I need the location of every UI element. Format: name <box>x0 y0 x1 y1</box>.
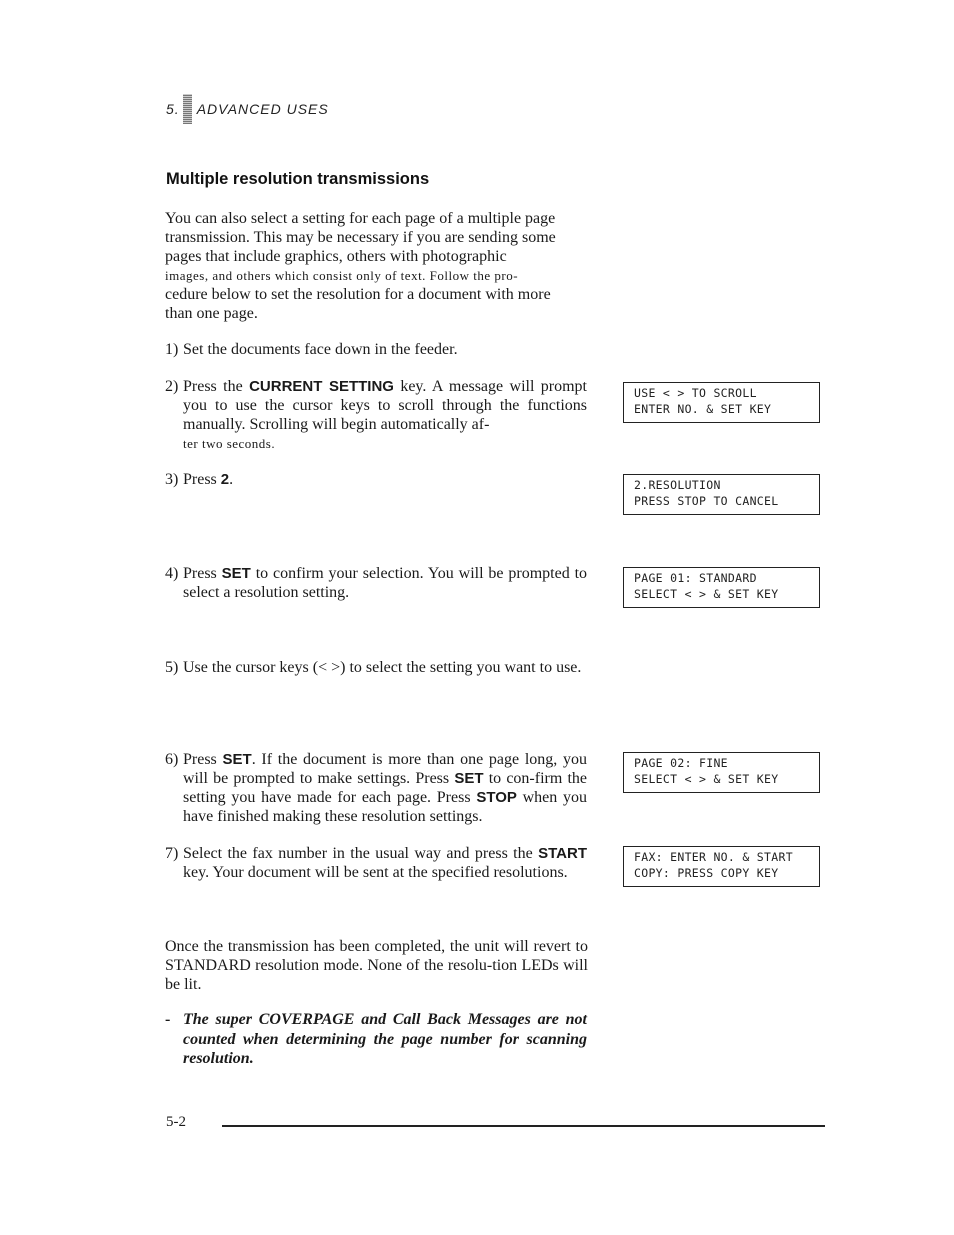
step-number: 7) <box>165 845 179 862</box>
lcd-display-page-01 <box>623 567 820 608</box>
text-run: . <box>229 471 234 488</box>
intro-line: than one page. <box>165 305 258 322</box>
lcd-line: USE < > TO SCROLL <box>634 386 757 400</box>
intro-line: You can also select a setting for each page of a multiple page <box>165 210 556 227</box>
text-run: to con-firm the setting you have made for each page. Press <box>183 770 588 806</box>
step-number: 1) <box>165 341 179 358</box>
step-3 <box>165 470 587 489</box>
chapter-title: ADVANCED USES <box>196 101 329 117</box>
text-run: ter two seconds. <box>183 436 276 451</box>
step-7 <box>165 844 587 882</box>
key-name: START <box>538 845 587 862</box>
step-text: Use the cursor keys (< >) to select the setting you want to use. <box>183 659 582 676</box>
running-header <box>166 94 329 124</box>
lcd-display-resolution <box>623 474 820 515</box>
step-number: 4) <box>165 565 179 582</box>
key-name: SET <box>222 751 252 768</box>
step-number: 2) <box>165 378 179 395</box>
key-name: CURRENT SETTING <box>249 378 394 395</box>
chapter-number: 5. <box>166 101 180 117</box>
intro-line: pages that include graphics, others with photographic <box>165 248 507 265</box>
intro-paragraph <box>165 209 588 323</box>
text-run: Select the fax number in the usual way and press the <box>183 845 539 862</box>
key-name: 2 <box>220 471 230 488</box>
intro-line: cedure below to set the resolution for a document with more <box>165 286 551 303</box>
lcd-line: SELECT < > & SET KEY <box>634 772 779 786</box>
text-run: Press the <box>183 378 250 395</box>
step-text <box>183 750 587 826</box>
lcd-line: PRESS STOP TO CANCEL <box>634 494 779 508</box>
lcd-line: PAGE 01: STANDARD <box>634 571 757 585</box>
step-4 <box>165 564 587 602</box>
key-name: SET <box>454 770 484 787</box>
section-title: Multiple resolution transmissions <box>166 170 430 188</box>
step-text <box>183 844 587 882</box>
text-run: when you have finished making these resolution settings. <box>183 789 588 825</box>
key-name: STOP <box>476 789 517 806</box>
step-number: 5) <box>165 659 179 676</box>
text-run: Press <box>183 751 223 768</box>
text-run: Press <box>183 565 222 582</box>
text-run: to confirm your selection. You will be prompted to select a resolution setting. <box>183 565 588 601</box>
step-text <box>183 377 587 453</box>
step-6 <box>165 750 587 826</box>
lcd-display-page-02 <box>623 752 820 793</box>
text-run: key. Your document will be sent at the specified resolutions. <box>183 864 568 881</box>
lcd-line: FAX: ENTER NO. & START <box>634 850 793 864</box>
step-2 <box>165 377 587 453</box>
lcd-display-fax <box>623 846 820 887</box>
chapter-marker-icon <box>183 94 192 124</box>
intro-line: transmission. This may be necessary if you are sending some <box>165 229 556 246</box>
closing-paragraph: Once the transmission has been completed, the unit will revert to STANDARD resolution mode. None of the resolu-tion LEDs will be lit. <box>165 938 588 993</box>
note-dash: - <box>165 1011 171 1028</box>
lcd-line: 2.RESOLUTION <box>634 478 721 492</box>
lcd-line: COPY: PRESS COPY KEY <box>634 866 779 880</box>
step-number: 6) <box>165 751 179 768</box>
step-text <box>183 470 587 489</box>
lcd-line: ENTER NO. & SET KEY <box>634 402 772 416</box>
step-text <box>183 564 587 602</box>
footer-rule <box>222 1125 825 1127</box>
lcd-display-scroll <box>623 382 820 423</box>
lcd-line: PAGE 02: FINE <box>634 756 728 770</box>
note-text: The super COVERPAGE and Call Back Messages are not counted when determining the page number for scanning resolution. <box>183 1011 587 1067</box>
step-text: Set the documents face down in the feeder. <box>183 341 458 358</box>
step-5 <box>165 658 587 677</box>
text-run: Press <box>183 471 221 488</box>
page-number: 5-2 <box>166 1114 186 1130</box>
note <box>165 1010 587 1069</box>
step-number: 3) <box>165 471 179 488</box>
text-run: . If the document is more than one page long, you will be prompted to make settings. Press <box>183 751 588 787</box>
step-1 <box>165 340 587 359</box>
intro-line: images, and others which consist only of text. Follow the pro- <box>165 268 519 283</box>
text-run: key. A message will prompt you to use the cursor keys to scroll through the functions manually. Scrolling will begin automatically af- <box>183 378 587 433</box>
lcd-line: SELECT < > & SET KEY <box>634 587 779 601</box>
key-name: SET <box>221 565 251 582</box>
